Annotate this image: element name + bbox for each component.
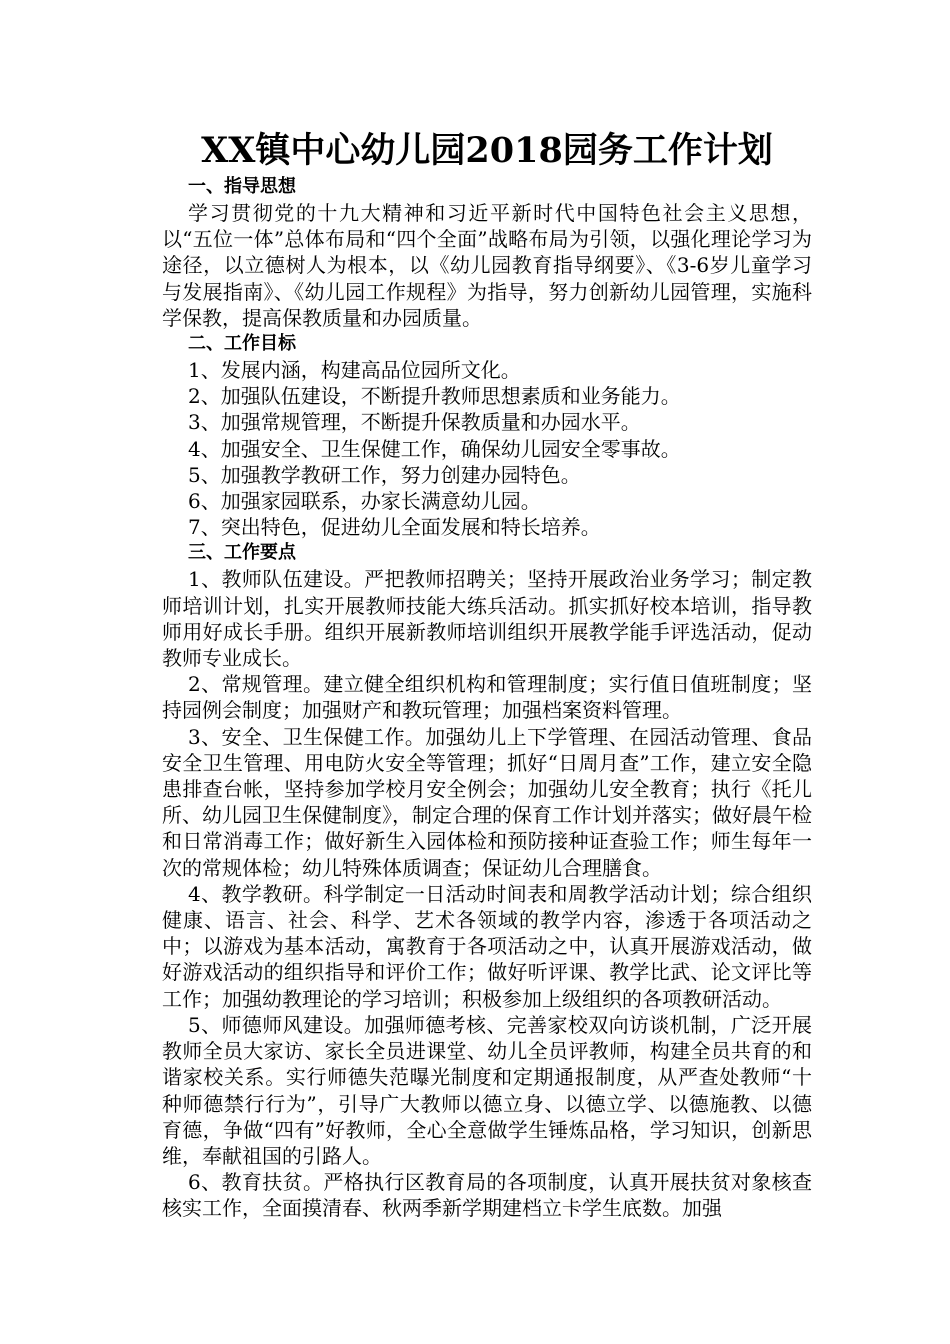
work-point-paragraph: 3、安全、卫生保健工作。加强幼儿上下学管理、在园活动管理、食品安全卫生管理、用电防火安全等管理；抓好“日周月查”工作，建立安全隐患排查台帐，坚持参加学校月安全例会；加强幼儿安全教育；执行《托儿所、幼儿园卫生保健制度》，制定合理的保育工作计划并落实；做好晨午检和日常消毒工作；做好新生入园体检和预防接种证查验工作；师生每年一次的常规体检；幼儿特殊体质调查；保证幼儿合理膳食。	[162, 724, 812, 880]
goal-item: 4、加强安全、卫生保健工作，确保幼儿园安全零事故。	[188, 436, 681, 461]
goal-item: 2、加强队伍建设，不断提升教师思想素质和业务能力。	[188, 384, 681, 409]
document-title: XX镇中心幼儿园2018园务工作计划	[201, 130, 773, 171]
work-point-paragraph: 1、教师队伍建设。严把教师招聘关；坚持开展政治业务学习；制定教师培训计划，扎实开展教师技能大练兵活动。抓实抓好校本培训，指导教师用好成长手册。组织开展新教师培训组织开展教学能手评选活动，促动教师专业成长。	[162, 567, 812, 671]
work-point-paragraph: 6、教育扶贫。严格执行区教育局的各项制度，认真开展扶贫对象核查核实工作，全面摸清春、秋两季新学期建档立卡学生底数。加强	[162, 1170, 812, 1221]
goal-item: 6、加强家园联系，办家长满意幼儿园。	[188, 489, 541, 514]
work-point-paragraph: 2、常规管理。建立健全组织机构和管理制度；实行值日值班制度；坚持园例会制度；加强财产和教玩管理；加强档案资料管理。	[162, 672, 812, 723]
section-heading-work-points: 三、工作要点	[188, 542, 296, 564]
goal-item: 7、突出特色，促进幼儿全面发展和特长培养。	[188, 515, 601, 540]
paragraph-guiding-thought: 学习贯彻党的十九大精神和习近平新时代中国特色社会主义思想，以“五位一体”总体布局和“四个全面”战略布局为引领，以强化理论学习为途径，以立德树人为根本，以《幼儿园教育指导纲要》、《3-6岁儿童学习与发展指南》、《幼儿园工作规程》为指导，努力创新幼儿园管理，实施科学保教，提高保教质量和办园质量。	[162, 201, 812, 330]
work-point-paragraph: 4、教学教研。科学制定一日活动时间表和周教学活动计划；综合组织健康、语言、社会、科学、艺术各领域的教学内容，渗透于各项活动之中；以游戏为基本活动，寓教育于各项活动之中，认真开展游戏活动，做好游戏活动的组织指导和评价工作；做好听评课、教学比武、论文评比等工作；加强幼教理论的学习培训；积极参加上级组织的各项教研活动。	[162, 881, 812, 1011]
document-page	[162, 128, 812, 1222]
work-point-paragraph: 5、师德师风建设。加强师德考核、完善家校双向访谈机制，广泛开展教师全员大家访、家长全员进课堂、幼儿全员评教师，构建全员共育的和谐家校关系。实行师德失范曝光制度和定期通报制度，从严查处教师“十种师德禁行行为”，引导广大教师以德立身、以德立学、以德施教、以德育德，争做“四有”好教师，全心全意做学生锤炼品格，学习知识，创新思维，奉献祖国的引路人。	[162, 1012, 812, 1168]
section-heading-work-goals: 二、工作目标	[188, 333, 296, 355]
section-heading-guiding-thought: 一、指导思想	[188, 176, 296, 197]
goal-item: 1、发展内涵，构建高品位园所文化。	[188, 358, 521, 383]
goal-item: 3、加强常规管理，不断提升保教质量和办园水平。	[188, 410, 641, 435]
goal-item: 5、加强教学教研工作，努力创建办园特色。	[188, 462, 581, 487]
